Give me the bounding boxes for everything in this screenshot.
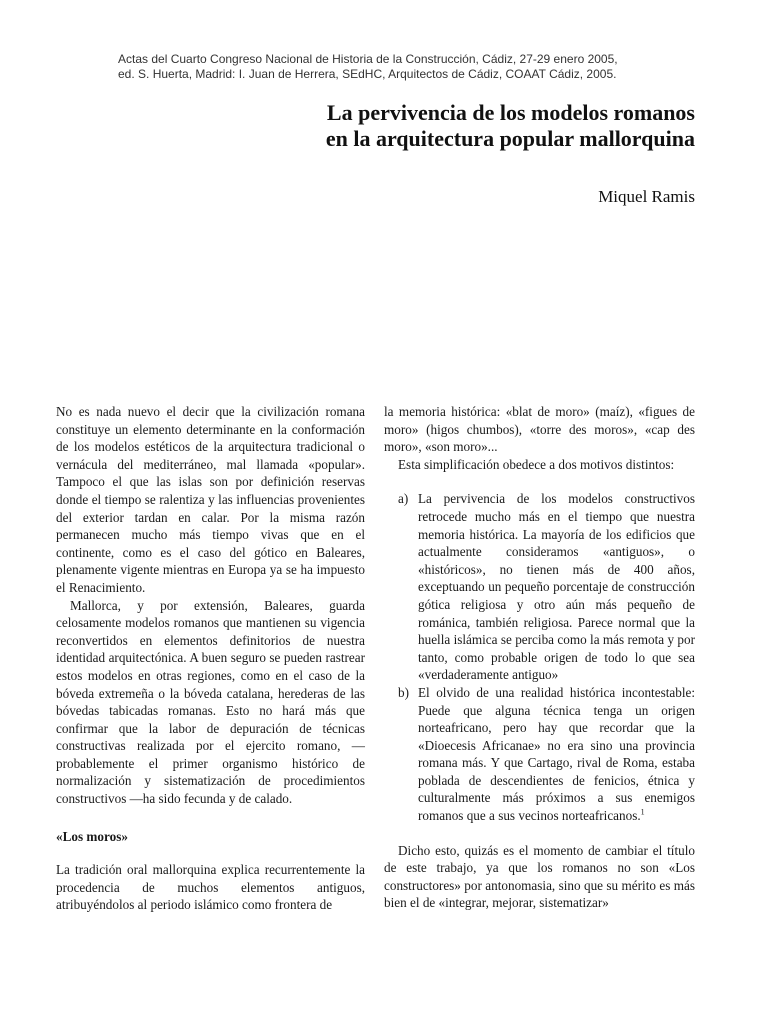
- proceedings-header: [118, 52, 678, 82]
- paragraph: Mallorca, y por extensión, Baleares, guarda celosamente modelos romanos que mantienen su vigencia reconvertidos en elementos definitorios de nuestra identidad arquitectónica. A buen seguro se pueden rastrear estos modelos en otras regiones, como en el caso de la bóveda extremeña o la bóveda catalana, herederas de las bóvedas tabicadas romanas. Esto no hará más que confirmar que la labor de depuración de técnicas constructivas realizada por el ejercito romano, —probablemente el primer organismo histórico de normalización y sistematización de procedimientos constructivos —ha sido fecunda y de calado.: [56, 597, 365, 807]
- footnote-marker[interactable]: 1: [640, 807, 645, 817]
- paper-title: [326, 100, 695, 152]
- author-name: Miquel Ramis: [598, 187, 695, 206]
- title-line-2: en la arquitectura popular mallorquina: [325, 126, 695, 151]
- list-item: [384, 490, 695, 684]
- section-heading: «Los moros»: [56, 828, 128, 844]
- list-item-text: La pervivencia de los modelos constructivos retrocede mucho más en el tiempo que nuestra memoria histórica. La mayoría de los edificios que actualmente consideramos «antiguos», o «históricos», no tienen más de 400 años, exceptuando un pequeño porcentaje de construcción gótica religiosa y otro aún más pequeño de románica, también religiosa. Parece normal que la huella islámica se perciba como la más remota y por tanto, como probable origen de todo lo que sea «verdaderamente antiguo»: [418, 491, 695, 683]
- list-marker: b): [398, 684, 409, 700]
- list-marker: a): [398, 491, 409, 507]
- paragraph: Esta simplificación obedece a dos motivos distintos:: [398, 456, 675, 472]
- title-line-1: La pervivencia de los modelos romanos: [326, 100, 695, 125]
- paragraph: la memoria histórica: «blat de moro» (maíz), «figues de moro» (higos chumbos), «torre des moros», «cap des moro», «son moro»...: [384, 404, 695, 455]
- header-line-2: ed. S. Huerta, Madrid: I. Juan de Herrera, SEdHC, Arquitectos de Cádiz, COAAT Cádiz, 2005.: [118, 67, 617, 81]
- paragraph: Dicho esto, quizás es el momento de cambiar el título de este trabajo, ya que los romanos no son «Los constructores» por antonomasia, sino que su mérito es más bien el de «integrar, mejorar, sistematizar»: [384, 842, 695, 911]
- list-item: [384, 684, 695, 825]
- list-item-text: El olvido de una realidad histórica incontestable: Puede que alguna técnica tenga un origen norteafricano, pero hay que recordar que la «Dioecesis Africanae» no era sino una provincia romana más. Y que Cartago, rival de Roma, estaba poblada de descendientes de fenicios, étnica y culturalmente más próximos a sus enemigos romanos que a sus vecinos norteafricanos.: [418, 684, 695, 824]
- paragraph: No es nada nuevo el decir que la civilización romana constituye un elemento determinante en la conformación de los modelos estéticos de la arquitectura tradicional o vernácula del mediterráneo, mal llamada «popular». Tampoco el que las islas son por definición reservas donde el tiempo se ralentiza y las influencias provenientes del exterior tardan en calar. Por la misma razón permanecen mucho más tiempo vivas que en el continente, como es el caso del gótico en Baleares, plenamente vigente mientras en Europa ya se ha impuesto el Renacimiento.: [56, 404, 365, 595]
- header-line-1: Actas del Cuarto Congreso Nacional de Historia de la Construcción, Cádiz, 27-29 enero 2005,: [118, 52, 618, 66]
- left-column: [56, 403, 365, 914]
- list-item-text-wrap: [418, 684, 695, 825]
- paragraph: La tradición oral mallorquina explica recurrentemente la procedencia de muchos elementos antiguos, atribuyéndolos al periodo islámico como frontera de: [56, 862, 365, 913]
- right-column: [384, 403, 695, 912]
